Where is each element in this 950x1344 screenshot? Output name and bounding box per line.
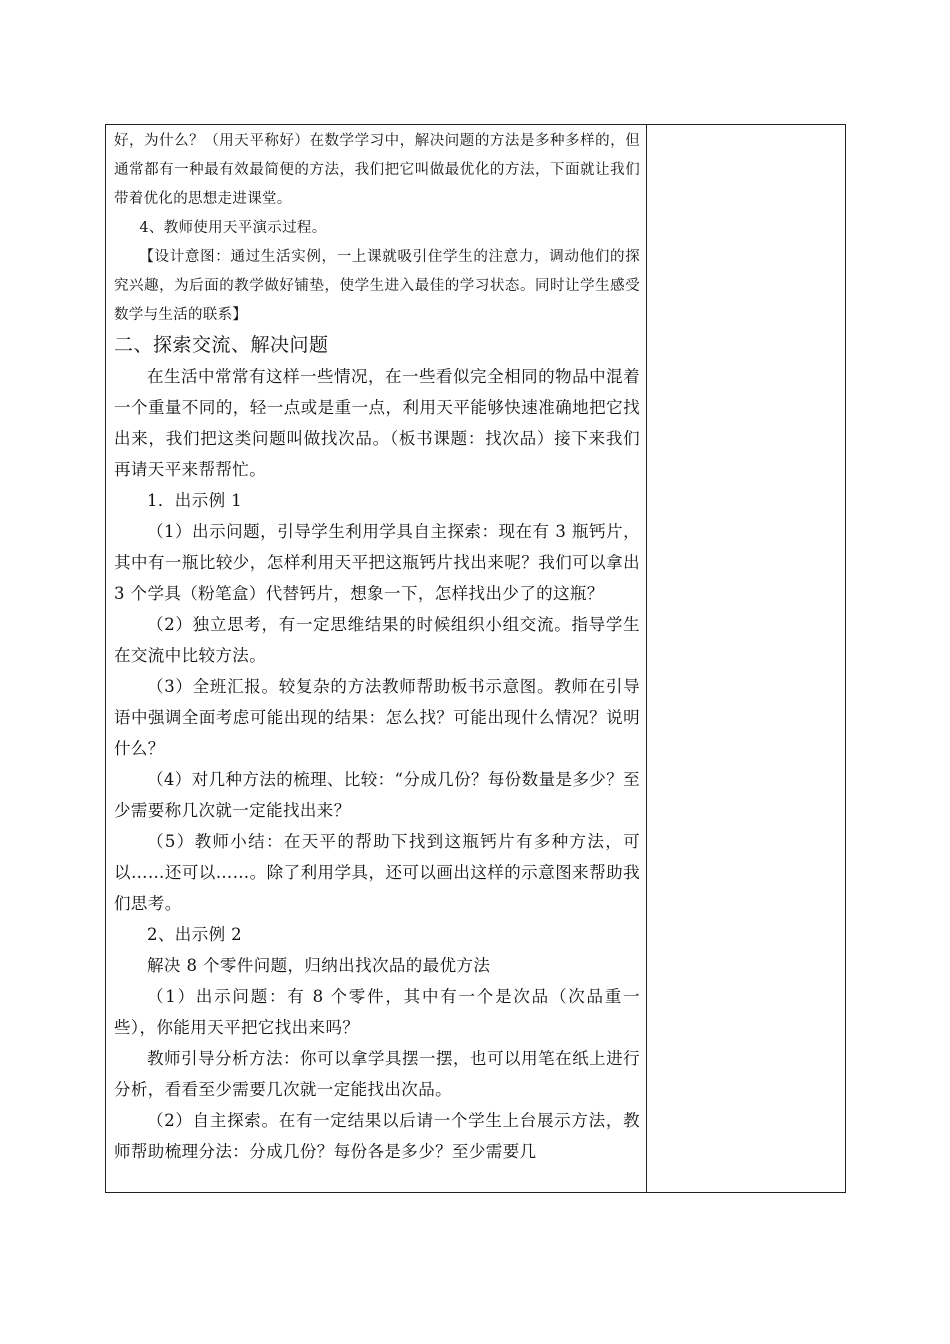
example-1-title: 1．出示例 1	[147, 491, 243, 510]
intro-paragraph: 好，为什么？（用天平称好）在数学学习中，解决问题的方法是多种多样的，但通常都有一种最有效最简便的方法，我们把它叫做最优化的方法，下面就让我们带着优化的思想走进课堂。	[114, 133, 640, 207]
example-2-analysis: 教师引导分析方法：你可以拿学具摆一摆，也可以用笔在纸上进行分析，看看至少需要几次就一定能找出次品。	[114, 1049, 640, 1099]
step-4-text: 4、教师使用天平演示过程。	[139, 220, 327, 236]
example-1-step-3: （3）全班汇报。较复杂的方法教师帮助板书示意图。教师在引导语中强调全面考虑可能出现的结果：怎么找？可能出现什么情况？说明什么？	[114, 677, 640, 758]
lesson-plan-table	[105, 124, 846, 1193]
section-2-heading: 二、探索交流、解决问题	[114, 334, 329, 356]
teaching-process-cell	[114, 127, 640, 1167]
design-intent-note: 【设计意图：通过生活实例，一上课就吸引住学生的注意力，调动他们的探究兴趣，为后面的教学做好铺垫，使学生进入最佳的学习状态。同时让学生感受数学与生活的联系】	[114, 249, 640, 323]
section-2-intro: 在生活中常常有这样一些情况，在一些看似完全相同的物品中混着一个重量不同的，轻一点或是重一点，利用天平能够快速准确地把它找出来，我们把这类问题叫做找次品。（板书课题：找次品）接下来我们再请天平来帮帮忙。	[114, 367, 640, 479]
example-2-title: 2、出示例 2	[147, 925, 243, 944]
example-1-step-5: （5）教师小结：在天平的帮助下找到这瓶钙片有多种方法，可以……还可以……。除了利用学具，还可以画出这样的示意图来帮助我们思考。	[114, 832, 640, 913]
example-1-step-4: （4）对几种方法的梳理、比较：“分成几份？每份数量是多少？至少需要称几次就一定能找出来？	[114, 770, 640, 820]
example-2-subtitle: 解决 8 个零件问题，归纳出找次品的最优方法	[147, 956, 491, 975]
example-2-step-1: （1）出示问题：有 8 个零件，其中有一个是次品（次品重一些），你能用天平把它找出来吗？	[114, 987, 640, 1037]
example-1-step-2: （2）独立思考，有一定思维结果的时候组织小组交流。指导学生在交流中比较方法。	[114, 615, 640, 665]
example-2-step-2: （2）自主探索。在有一定结果以后请一个学生上台展示方法，教师帮助梳理分法：分成几份？每份各是多少？至少需要几	[114, 1111, 640, 1161]
example-1-step-1: （1）出示问题，引导学生利用学具自主探索：现在有 3 瓶钙片，其中有一瓶比较少，怎样利用天平把这瓶钙片找出来呢？我们可以拿出 3 个学具（粉笔盒）代替钙片，想象一下，怎样找出少了的这瓶？	[114, 522, 640, 603]
notes-cell	[647, 125, 845, 1192]
